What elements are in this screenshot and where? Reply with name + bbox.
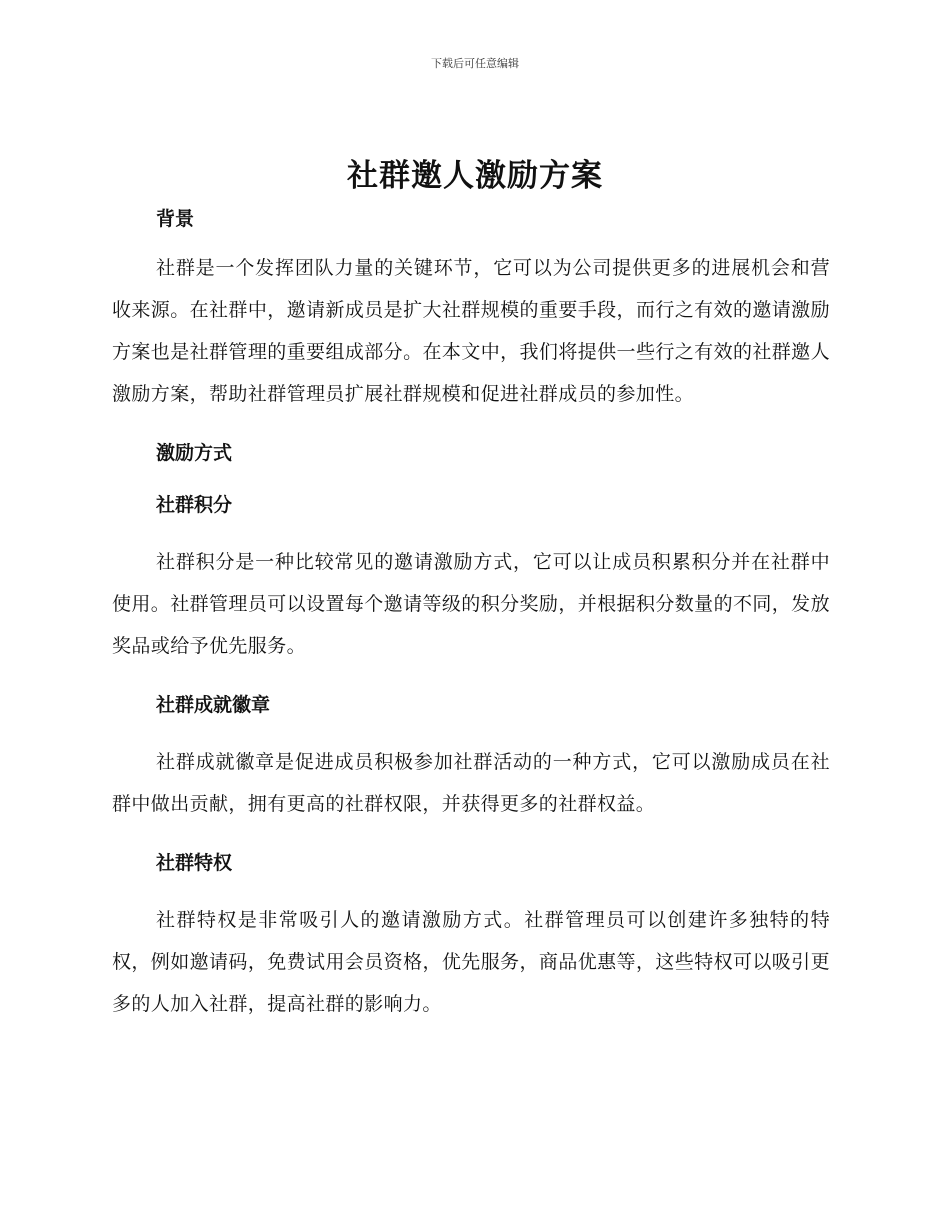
page-header-note: 下载后可任意编辑 [431, 57, 519, 70]
subsection-heading-privilege: 社群特权 [156, 852, 233, 874]
subsection-heading-points: 社群积分 [156, 494, 233, 516]
document-title: 社群邀人激励方案 [347, 158, 603, 194]
subsection-heading-badge: 社群成就徽章 [156, 694, 271, 716]
section-heading-methods: 激励方式 [156, 442, 233, 464]
paragraph-badge: 社群成就徽章是促进成员积极参加社群活动的一种方式，它可以激励成员在社群中做出贡献，拥有更高的社群权限，并获得更多的社群权益。 [112, 751, 830, 815]
paragraph-background: 社群是一个发挥团队力量的关键环节，它可以为公司提供更多的进展机会和营收来源。在社群中，邀请新成员是扩大社群规模的重要手段，而行之有效的邀请激励方案也是社群管理的重要组成部分。在本文中，我们将提供一些行之有效的社群邀人激励方案，帮助社群管理员扩展社群规模和促进社群成员的参加性。 [112, 257, 830, 405]
paragraph-points: 社群积分是一种比较常见的邀请激励方式，它可以让成员积累积分并在社群中使用。社群管理员可以设置每个邀请等级的积分奖励，并根据积分数量的不同，发放奖品或给予优先服务。 [112, 551, 830, 657]
paragraph-privilege: 社群特权是非常吸引人的邀请激励方式。社群管理员可以创建许多独特的特权，例如邀请码，免费试用会员资格，优先服务，商品优惠等，这些特权可以吸引更多的人加入社群，提高社群的影响力。 [112, 909, 830, 1015]
section-heading-background: 背景 [156, 208, 195, 230]
document-body [112, 203, 830, 1025]
